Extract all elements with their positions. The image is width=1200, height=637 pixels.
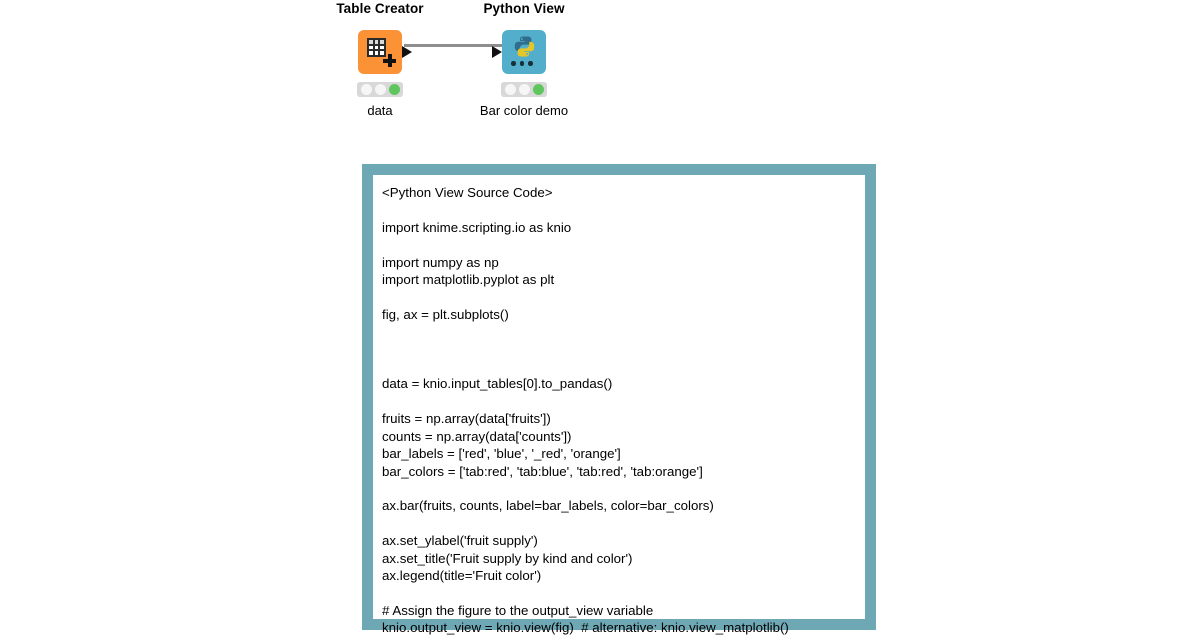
code-line [382,480,865,497]
code-line: ax.legend(title='Fruit color') [382,567,542,583]
code-line: knio.output_view = knio.view(fig) # alternative: knio.view_matplotlib() [382,620,789,636]
status-lamp-configured [519,84,530,95]
status-lamp-idle [361,84,372,95]
status-lamp-executed [533,84,544,95]
workflow-node-python-view[interactable] [449,0,599,119]
status-lamp-executed [389,84,400,95]
code-line [382,323,865,340]
node-title: Table Creator [336,1,424,16]
code-line: bar_labels = ['red', 'blue', '_red', 'orange'] [382,446,621,462]
code-line [382,201,865,218]
output-port-arrow-icon[interactable] [402,46,412,58]
node-subtitle: Bar color demo [479,103,569,118]
code-line: import matplotlib.pyplot as plt [382,272,555,288]
code-line: ax.set_ylabel('fruit supply') [382,533,538,549]
code-line [382,358,865,375]
code-line [382,341,865,358]
node-title: Python View [483,1,565,16]
code-line: counts = np.array(data['counts']) [382,428,572,444]
workflow-canvas [0,0,1200,130]
workflow-node-table-creator[interactable] [305,0,455,119]
code-line: # Assign the figure to the output_view variable [382,602,654,618]
code-line: fruits = np.array(data['fruits']) [382,411,551,427]
python-source-code-frame [362,164,876,636]
code-line: bar_colors = ['tab:red', 'tab:blue', 'tab:red', 'tab:orange'] [382,463,703,479]
plus-icon [383,54,396,67]
node-subtitle: data [367,103,393,118]
code-line: ax.bar(fruits, counts, label=bar_labels, color=bar_colors) [382,498,714,514]
node-status-bar [357,82,403,97]
code-line [382,393,865,410]
python-logo-icon [513,35,536,58]
code-line: data = knio.input_tables[0].to_pandas() [382,376,613,392]
code-line: ax.set_title('Fruit supply by kind and color') [382,550,633,566]
code-line: <Python View Source Code> [382,185,553,200]
code-line: import knime.scripting.io as knio [382,219,572,235]
code-line [382,288,865,305]
status-lamp-configured [375,84,386,95]
code-line: import numpy as np [382,254,499,270]
code-line-list [382,184,865,637]
node-body[interactable] [305,24,455,80]
python-source-code-panel[interactable] [373,175,865,636]
three-dots-icon [511,61,533,66]
input-port-arrow-icon[interactable] [492,46,502,58]
code-line: fig, ax = plt.subplots() [382,306,509,322]
table-creator-node-box[interactable] [358,30,402,74]
code-line [382,584,865,601]
code-line [382,515,865,532]
status-lamp-idle [505,84,516,95]
code-line [382,236,865,253]
node-status-bar [501,82,547,97]
python-view-node-box[interactable] [502,30,546,74]
node-body[interactable] [449,24,599,80]
